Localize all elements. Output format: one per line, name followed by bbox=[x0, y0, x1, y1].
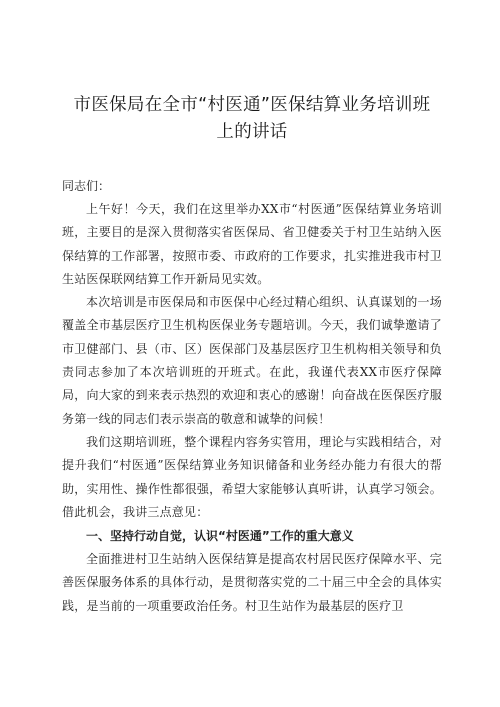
section-heading-1: 一、坚持行动自觉，认识“村医通”工作的重大意义 bbox=[86, 529, 354, 544]
section-1-paragraph: 全面推进村卫生站纳入医保结算是提高农村居民医疗保障水平、完善医保服务体系的具体行动，是贯彻落实党的二十届三中全会的具体实践，是当前的一项重要政治任务。村卫生站作为最基层的医疗卫 bbox=[62, 552, 442, 613]
title-line-2: 上的讲话 bbox=[216, 122, 288, 142]
paragraph-1: 上午好！今天，我们在这里举办XX市“村医通”医保结算业务培训班，主要目的是深入贯彻落实省医保局、省卫健委关于村卫生站纳入医保结算的工作部署，按照市委、市政府的工作要求，扎实推进我市村卫生站医保联网结算工作开新局见实效。 bbox=[62, 202, 442, 286]
title-line-1: 市医保局在全市“村医通”医保结算业务培训班 bbox=[73, 95, 431, 115]
document-title bbox=[62, 92, 442, 146]
salutation: 同志们： bbox=[62, 179, 111, 193]
paragraph-2: 本次培训是市医保局和市医保中心经过精心组织、认真谋划的一场覆盖全市基层医疗卫生机构医保业务专题培训。今天，我们诚挚邀请了市卫健部门、县（市、区）医保部门及基层医疗卫生机构相关领导和负责同志参加了本次培训班的开班式。在此，我谨代表XX市医疗保障局，向大家的到来表示热烈的欢迎和衷心的感谢！向奋战在医保医疗服务第一线的同志们表示崇高的敬意和诚挚的问候！ bbox=[62, 295, 442, 426]
paragraph-3: 我们这期培训班，整个课程内容务实管用，理论与实践相结合，对提升我们“村医通”医保结算业务知识储备和业务经办能力有很大的帮助，实用性、操作性都很强，希望大家能够认真听讲，认真学习领会。借此机会，我讲三点意见： bbox=[62, 434, 442, 519]
